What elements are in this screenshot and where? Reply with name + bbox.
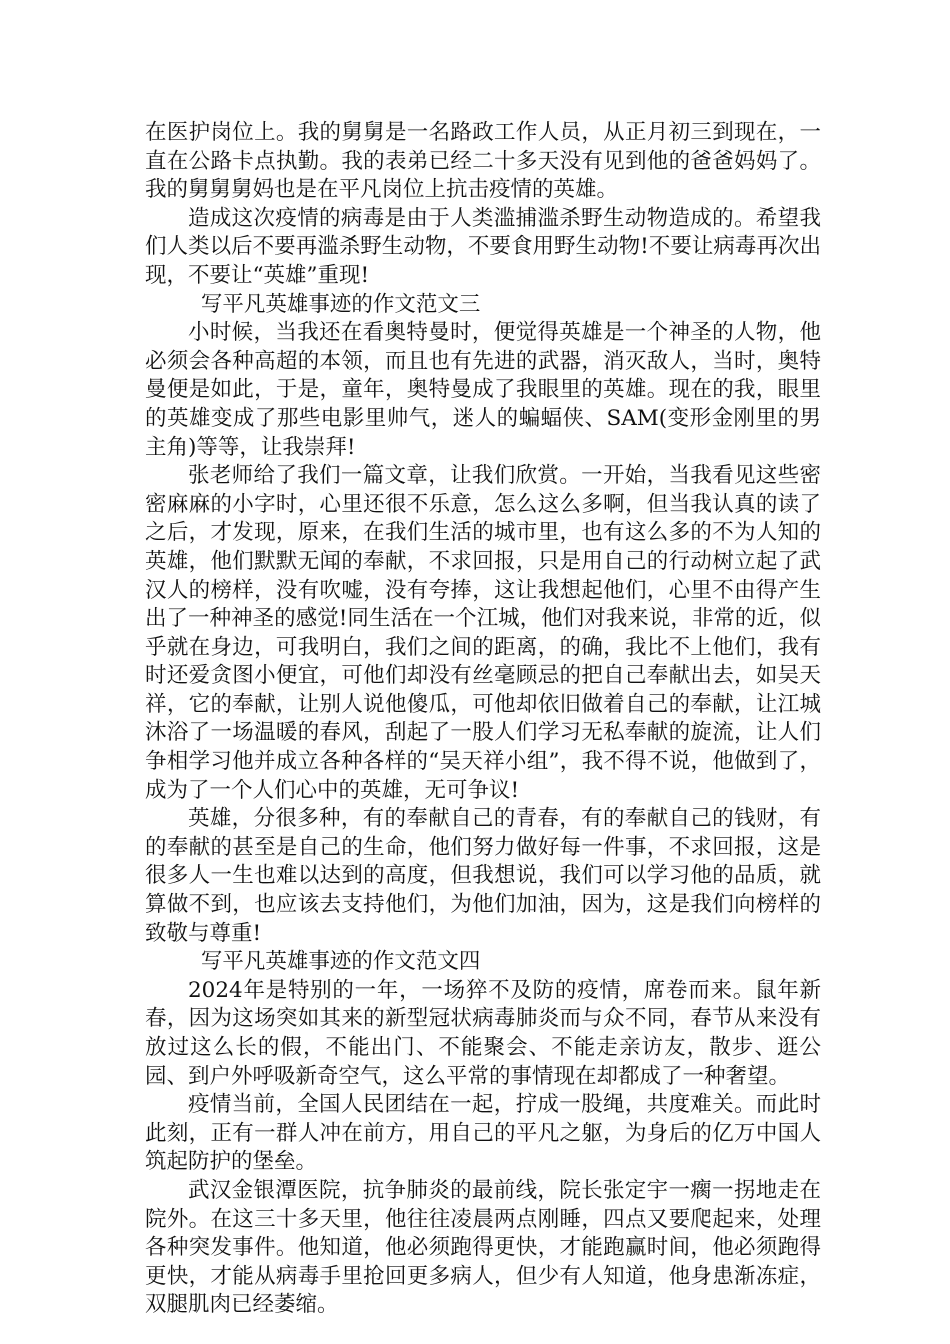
paragraph: 英雄，分很多种，有的奉献自己的青春，有的奉献自己的钱财，有的奉献的甚至是自己的生命，他们努力做好每一件事，不求回报，这是很多人一生也难以达到的高度，但我想说，我们可以学习他的品质，就算做不到，也应该去支持他们，为他们加油，因为，这是我们向榜样的致敬与尊重! [145,806,821,946]
section-heading: 写平凡英雄事迹的作文范文四 [200,949,481,975]
paragraph-continuation: 在医护岗位上。我的舅舅是一名路政工作人员，从正月初三到现在，一直在公路卡点执勤。我的表弟已经二十多天没有见到他的爸爸妈妈了。我的舅舅舅妈也是在平凡岗位上抗击疫情的英雄。 [145,120,821,203]
paragraph: 张老师给了我们一篇文章，让我们欣赏。一开始，当我看见这些密密麻麻的小字时，心里还很不乐意，怎么这么多啊，但当我认真的读了之后，才发现，原来，在我们生活的城市里，也有这么多的不为人知的英雄，他们默默无闻的奉献，不求回报，只是用自己的行动树立起了武汉人的榜样，没有吹嘘，没有夸捧，这让我想起他们，心里不由得产生出了一种神圣的感觉!同生活在一个江城，他们对我来说，非常的近，似乎就在身边，可我明白，我们之间的距离，的确，我比不上他们，我有时还爱贪图小便宜，可他们却没有丝毫顾忌的把自己奉献出去，如吴天祥，它的奉献，让别人说他傻瓜，可他却依旧做着自己的奉献，让江城沐浴了一场温暖的春风，刮起了一股人们学习无私奉献的旋流，让人们争相学习他并成立各种各样的“吴天祥小组”，我不得不说，他做到了，成为了一个人们心中的英雄，无可争议! [145,463,821,803]
paragraph: 武汉金银潭医院，抗争肺炎的最前线，院长张定宇一瘸一拐地走在院外。在这三十多天里，他往往凌晨两点刚睡，四点又要爬起来，处理各种突发事件。他知道，他必须跑得更快，才能跑赢时间，他必须跑得更快，才能从病毒手里抢回更多病人，但少有人知道，他身患渐冻症，双腿肌肉已经萎缩。 [145,1177,821,1318]
paragraph: 疫情当前，全国人民团结在一起，拧成一股绳，共度难关。而此时此刻，正有一群人冲在前方，用自己的平凡之躯，为身后的亿万中国人筑起防护的堡垒。 [145,1092,821,1175]
paragraph: 造成这次疫情的病毒是由于人类滥捕滥杀野生动物造成的。希望我们人类以后不要再滥杀野生动物，不要食用野生动物!不要让病毒再次出现，不要让“英雄”重现! [145,205,821,288]
paragraph: 2024年是特别的一年，一场猝不及防的疫情，席卷而来。鼠年新春，因为这场突如其来的新型冠状病毒肺炎而与众不同，春节从来没有放过这么长的假，不能出门、不能聚会、不能走亲访友，散步、逛公园、到户外呼吸新奇空气，这么平常的事情现在却都成了一种奢望。 [145,977,821,1089]
document-body [145,119,821,1320]
section-heading: 写平凡英雄事迹的作文范文三 [200,291,481,317]
paragraph: 小时候，当我还在看奥特曼时，便觉得英雄是一个神圣的人物，他必须会各种高超的本领，而且也有先进的武器，消灭敌人，当时，奥特曼便是如此，于是，童年，奥特曼成了我眼里的英雄。现在的我，眼里的英雄变成了那些电影里帅气，迷人的蝙蝠侠、SAM(变形金刚里的男主角)等等，让我崇拜! [145,320,821,460]
